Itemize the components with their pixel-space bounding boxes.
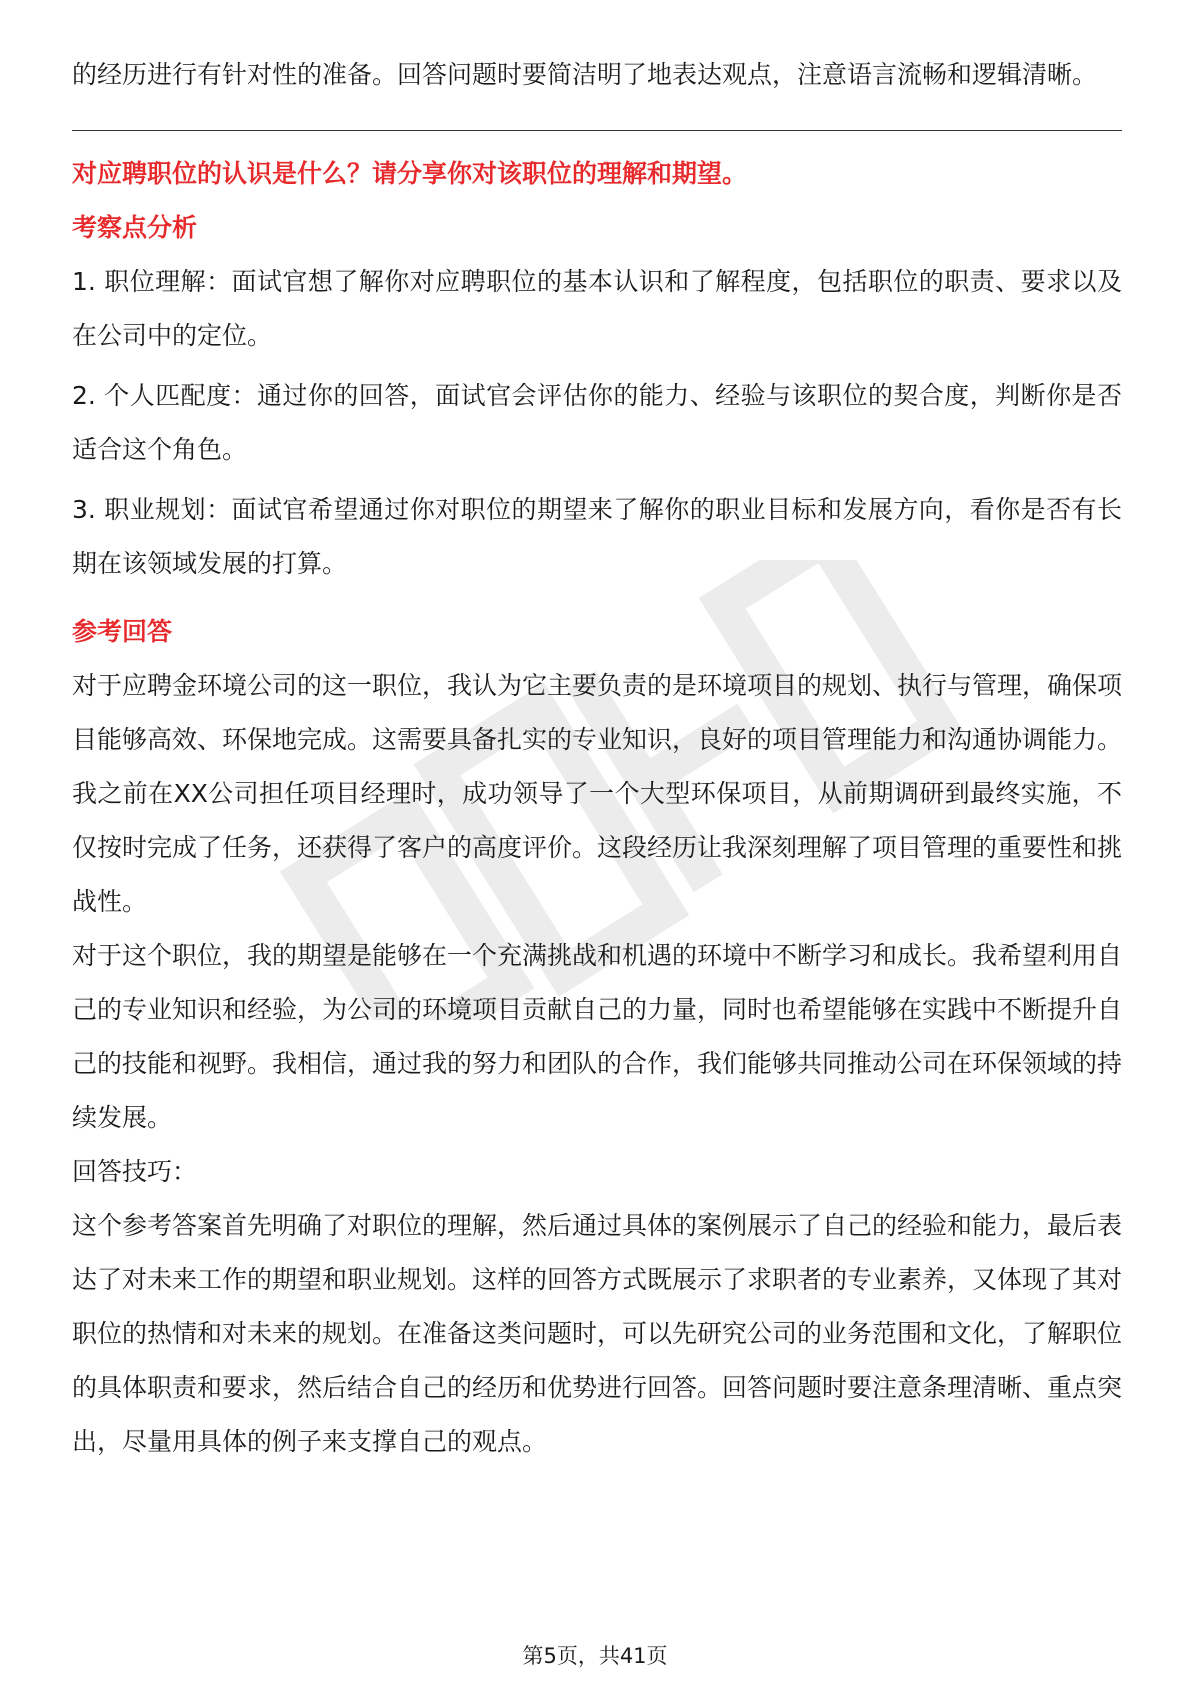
tips-heading: 回答技巧： <box>72 1157 198 1186</box>
page-content <box>72 48 1122 1469</box>
reference-heading: 参考回答 <box>72 617 173 646</box>
analysis-point: 1. 职位理解：面试官想了解你对应聘职位的基本认识和了解程度，包括职位的职责、要求以及在公司中的定位。 <box>72 267 1122 350</box>
analysis-point: 3. 职业规划：面试官希望通过你对职位的期望来了解你的职业目标和发展方向，看你是否有长期在该领域发展的打算。 <box>72 495 1122 578</box>
reference-paragraph: 对于应聘金环境公司的这一职位，我认为它主要负责的是环境项目的规划、执行与管理，确保项目能够高效、环保地完成。这需要具备扎实的专业知识，良好的项目管理能力和沟通协调能力。我之前在XX公司担任项目经理时，成功领导了一个大型环保项目，从前期调研到最终实施，不仅按时完成了任务，还获得了客户的高度评价。这段经历让我深刻理解了项目管理的重要性和挑战性。 <box>72 671 1123 916</box>
page-number: 第5页，共41页 <box>522 1644 668 1668</box>
tips-body: 这个参考答案首先明确了对职位的理解，然后通过具体的案例展示了自己的经验和能力，最后表达了对未来工作的期望和职业规划。这样的回答方式既展示了求职者的专业素养，又体现了其对职位的热情和对未来的规划。在准备这类问题时，可以先研究公司的业务范围和文化，了解职位的具体职责和要求，然后结合自己的经历和优势进行回答。回答问题时要注意条理清晰、重点突出，尽量用具体的例子来支撑自己的观点。 <box>72 1211 1123 1456</box>
reference-paragraph: 对于这个职位，我的期望是能够在一个充满挑战和机遇的环境中不断学习和成长。我希望利用自己的专业知识和经验，为公司的环境项目贡献自己的力量，同时也希望能够在实践中不断提升自己的技能和视野。我相信，通过我的努力和团队的合作，我们能够共同推动公司在环保领域的持续发展。 <box>72 941 1123 1132</box>
intro-continuation: 的经历进行有针对性的准备。回答问题时要简洁明了地表达观点，注意语言流畅和逻辑清晰。 <box>72 60 1098 89</box>
section-divider <box>72 130 1122 131</box>
question-title: 对应聘职位的认识是什么？请分享你对该职位的理解和期望。 <box>72 159 748 188</box>
analysis-heading: 考察点分析 <box>72 213 198 242</box>
analysis-point: 2. 个人匹配度：通过你的回答，面试官会评估你的能力、经验与该职位的契合度，判断你是否适合这个角色。 <box>72 381 1122 464</box>
